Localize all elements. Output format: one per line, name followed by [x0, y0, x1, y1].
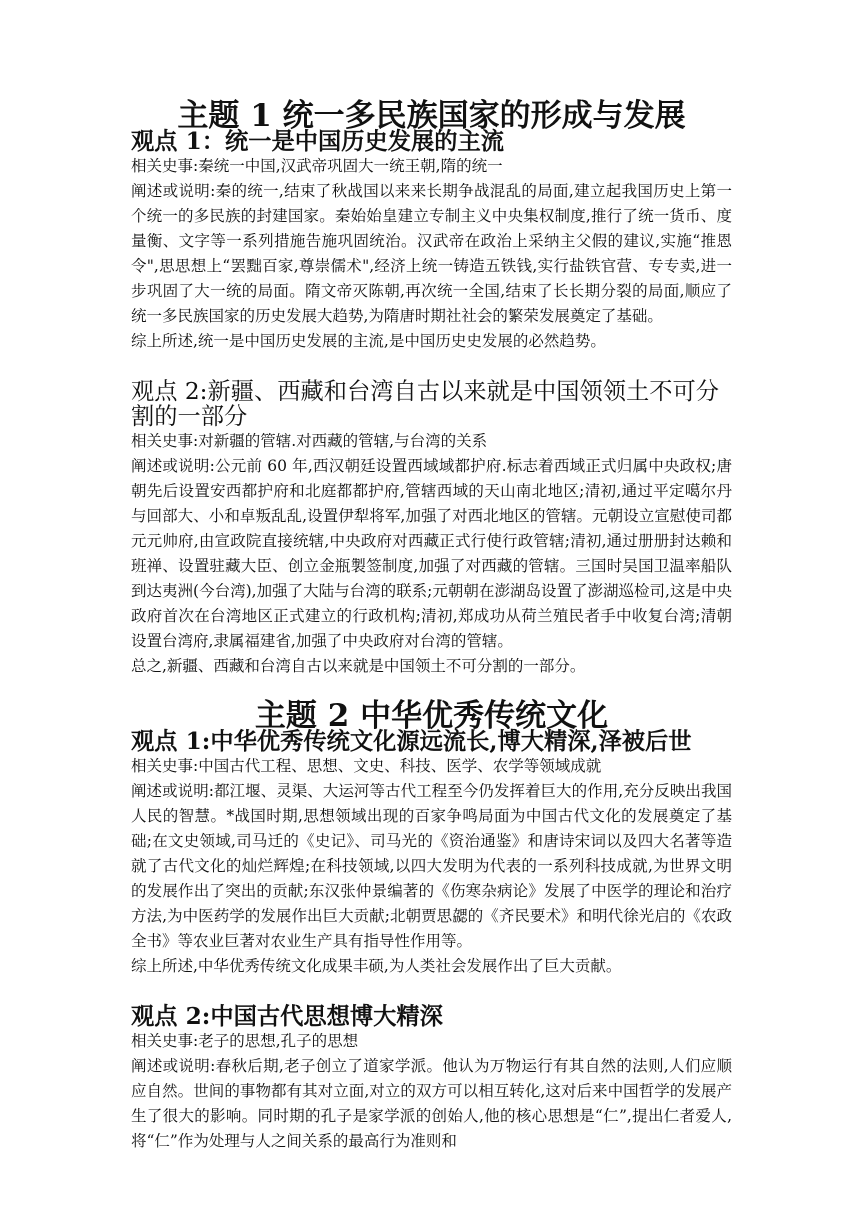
- spacer: [131, 354, 732, 379]
- theme1-section: [131, 98, 732, 679]
- theme1-view1-conclusion: 综上所述,统一是中国历史发展的主流,是中国历史史发展的必然趋势。: [131, 332, 606, 350]
- theme2-view2-events: 相关史事:老子的思想,孔子的思想: [131, 1032, 359, 1050]
- theme2-view2-explanation: 阐述或说明:春秋后期,老子创立了道家学派。他认为万物运行有其自然的法则,人们应顺应自然。世间的事物都有其对立面,对立的双方可以相互转化,这对后来中国哲学的发展产生了很大的影响。同时期的孔子是家学派的创始人,他的核心思想是“仁”,提出仁者爱人,将“仁”作为处理与人之间关系的最高行为准则和: [131, 1057, 732, 1150]
- theme2-view1-explanation: 阐述或说明:都江堰、灵渠、大运河等古代工程至今仍发挥着巨大的作用,充分反映出我国人民的智慧。*战国时期,思想领域出现的百家争鸣局面为中国古代文化的发展奠定了基础;在文史领域,司马迁的《史记》、司马光的《资治通鉴》和唐诗宋词以及四大名著等造就了古代文化的灿烂辉煌;在科技领域,以四大发明为代表的一系列科技成就,为世界文明的发展作出了突出的贡献;东汉张仲景编著的《伤寒杂病论》发展了中医学的理论和治疗方法,为中医药学的发展作出巨大贡献;北朝贾思勰的《齐民要术》和明代徐光启的《农政全书》等农业巨著对农业生产具有指导性作用等。: [131, 782, 732, 950]
- theme2-view2-heading: 观点 2:中国古代思想博大精深: [131, 1003, 443, 1030]
- theme2-title: 主题 2 中华优秀传统文化: [254, 698, 609, 734]
- theme1-title: 主题 1 统一多民族国家的形成与发展: [177, 98, 686, 134]
- theme2-view1-heading: 观点 1:中华优秀传统文化源远流长,博大精深,泽被后世: [131, 728, 692, 755]
- theme2-view1-events: 相关史事:中国古代工程、思想、文史、科技、医学、农学等领域成就: [131, 757, 602, 775]
- spacer: [131, 979, 732, 1004]
- theme2-section: [131, 698, 732, 1154]
- theme1-view2-explanation: 阐述或说明:公元前 60 年,西汉朝廷设置西域域都护府.标志着西域正式归属中央政权;唐朝先后设置安西都护府和北庭都都护府,管辖西域的天山南北地区;清初,通过平定噶尔丹与回部大、小和卓叛乱乱,设置伊犁将军,加强了对西北地区的管辖。元朝设立宣慰使司都元元帅府,由宣政院直接统辖,中央政府对西藏正式行使行政管辖;清初,通过册册封达赖和班禅、设置驻藏大臣、创立金瓶製签制度,加强了对西藏的管辖。三国时吴国卫温率船队到达夷洲(今台湾),加强了大陆与台湾的联系;元朝朝在澎湖岛设置了澎湖巡检司,这是中央政府首次在台湾地区正式建立的行政机构;清初,郑成功从荷兰殖民者手中收复台湾;清朝设置台湾府,隶属福建省,加强了中央政府对台湾的管辖。: [131, 457, 732, 650]
- theme1-view1-heading: 观点 1：统一是中国历史发展的主流: [131, 128, 505, 155]
- theme1-view2-heading: 观点 2:新疆、西藏和台湾自古以来就是中国领领土不可分割的一部分: [131, 378, 720, 430]
- theme1-view1-explanation: 阐述或说明:秦的统一,结束了秋战国以来来长期争战混乱的局面,建立起我国历史上第一个统一的多民族的封建国家。秦始始皇建立专制主义中央集权制度,推行了统一货币、度量衡、文字等一系列措施告施巩固统治。汉武帝在政治上采纳主父假的建议,实施“推恩令",思思想上“罢黜百家,尊崇儒术",经济上统一铸造五铁钱,实行盐铁官营、专专卖,进一步巩固了大一统的局面。隋文帝灭陈朝,再次统一全国,结束了长长期分裂的局面,顺应了统一多民族国家的历史发展大趋势,为隋唐时期社社会的繁荣发展奠定了基础。: [131, 182, 732, 325]
- theme1-view1-events: 相关史事:秦统一中国,汉武帝巩固大一统王朝,隋的统一: [131, 157, 503, 175]
- theme2-view1-conclusion: 综上所述,中华优秀传统文化成果丰硕,为人类社会发展作出了巨大贡献。: [131, 957, 622, 975]
- theme1-view2-events: 相关史事:对新疆的管辖.对西藏的管辖,与台湾的关系: [131, 432, 488, 450]
- theme1-view2-conclusion: 总之,新疆、西藏和台湾自古以来就是中国领土不可分割的一部分。: [131, 657, 586, 675]
